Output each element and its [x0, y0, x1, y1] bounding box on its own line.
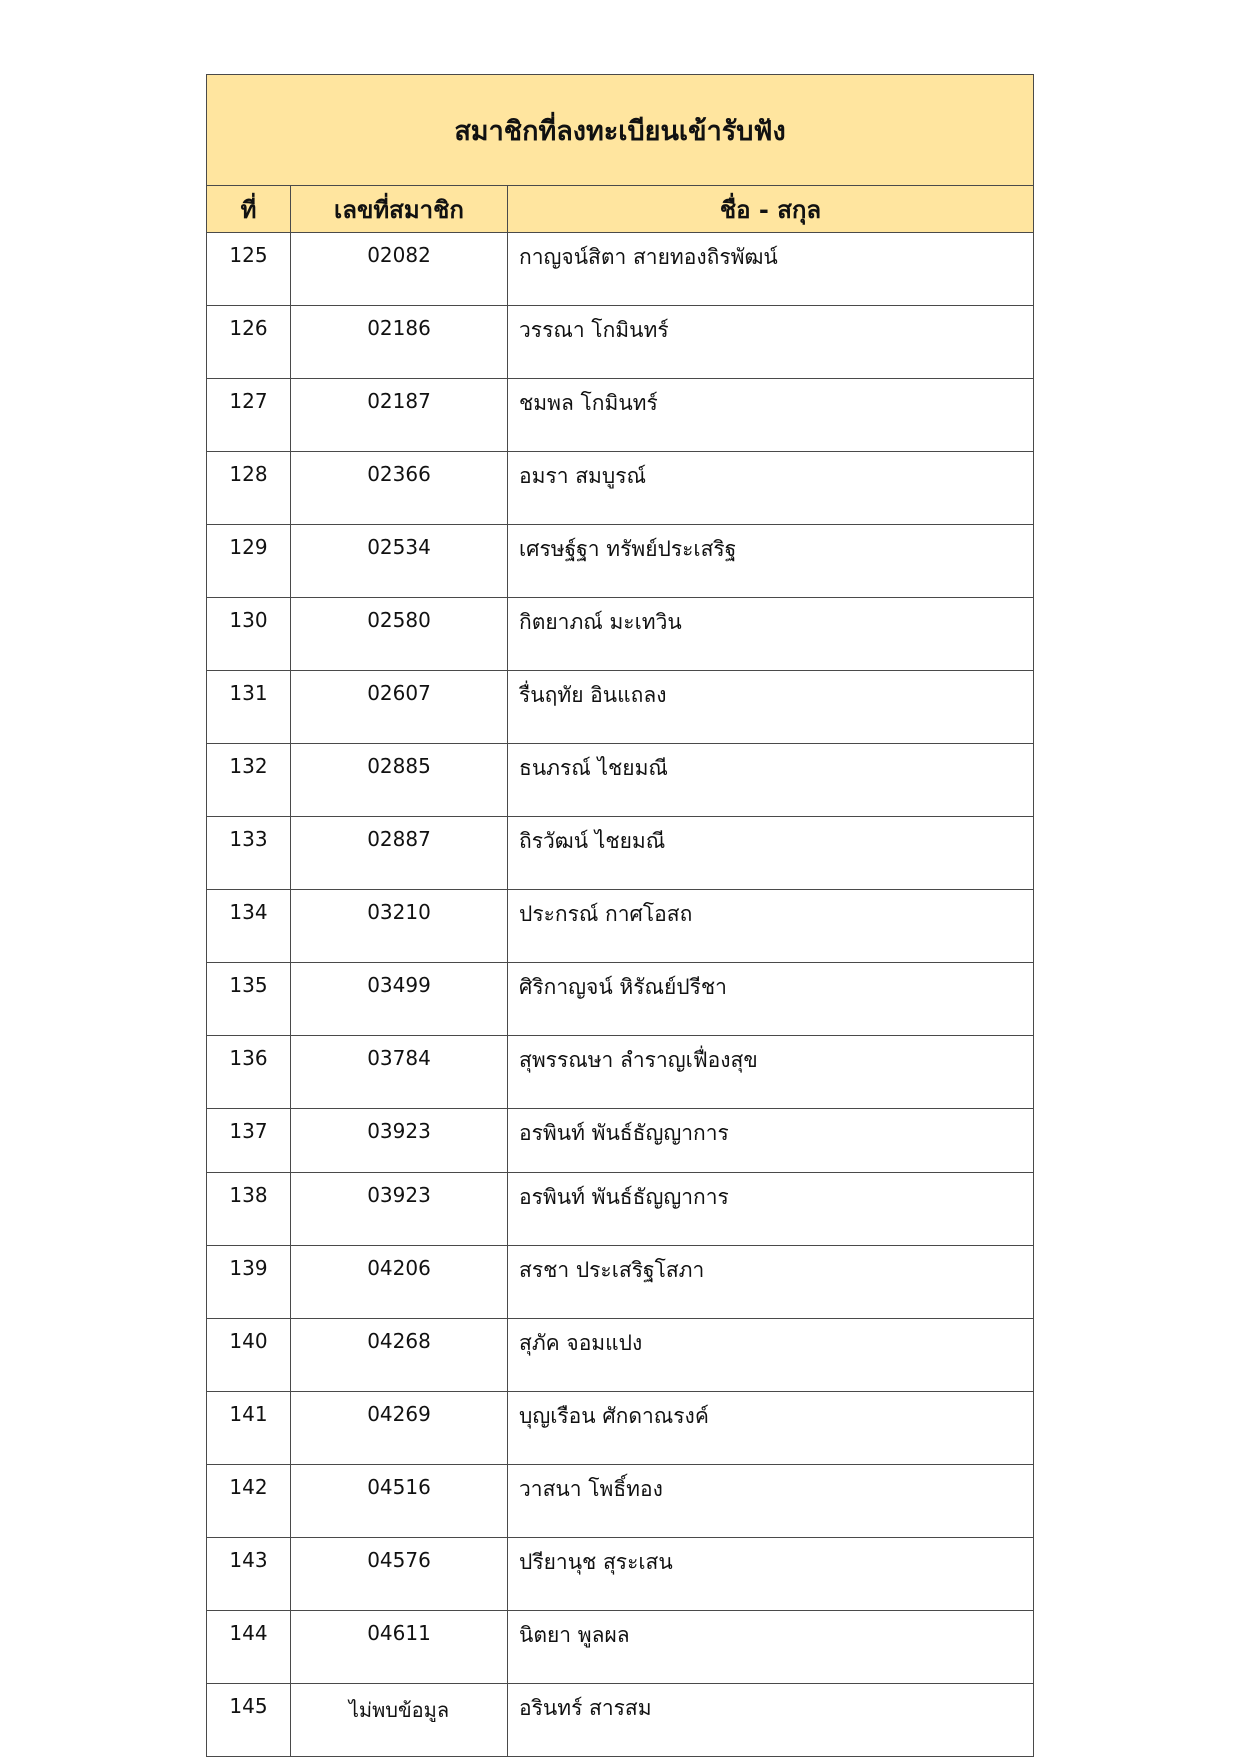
- row-number: 144: [207, 1611, 291, 1684]
- table-row: [207, 1109, 1034, 1173]
- row-number: 127: [207, 379, 291, 452]
- row-number: 142: [207, 1465, 291, 1538]
- table-row: [207, 598, 1034, 671]
- member-id-cell: 02366: [291, 452, 508, 525]
- table-row: [207, 1319, 1034, 1392]
- table-row: [207, 1611, 1034, 1684]
- table-row: [207, 1173, 1034, 1246]
- table-row: [207, 1246, 1034, 1319]
- member-name-cell: เศรษฐ์ฐา ทรัพย์ประเสริฐ: [508, 525, 1034, 598]
- member-id-cell: 02186: [291, 306, 508, 379]
- member-name-cell: รื่นฤทัย อินแถลง: [508, 671, 1034, 744]
- member-name-cell: อรพินท์ พันธ์ธัญญาการ: [508, 1109, 1034, 1173]
- row-number: 136: [207, 1036, 291, 1109]
- member-name-cell: อมรา สมบูรณ์: [508, 452, 1034, 525]
- member-id-cell: ไม่พบข้อมูล: [291, 1684, 508, 1757]
- member-name-cell: กิตยาภณ์ มะเทวิน: [508, 598, 1034, 671]
- row-number: 133: [207, 817, 291, 890]
- table-row: [207, 233, 1034, 306]
- row-number: 139: [207, 1246, 291, 1319]
- member-id-cell: 04268: [291, 1319, 508, 1392]
- row-number: 141: [207, 1392, 291, 1465]
- member-name-cell: อรพินท์ พันธ์ธัญญาการ: [508, 1173, 1034, 1246]
- column-header-no: ที่: [207, 186, 291, 233]
- member-name-cell: ประกรณ์ กาศโอสถ: [508, 890, 1034, 963]
- table-row: [207, 1465, 1034, 1538]
- member-name-cell: อรินทร์ สารสม: [508, 1684, 1034, 1757]
- member-name-cell: ชมพล โกมินทร์: [508, 379, 1034, 452]
- table-row: [207, 1538, 1034, 1611]
- column-header-member-id: เลขที่สมาชิก: [291, 186, 508, 233]
- member-name-cell: นิตยา พูลผล: [508, 1611, 1034, 1684]
- member-name-cell: ศิริกาญจน์ หิรัณย์ปรีชา: [508, 963, 1034, 1036]
- member-id-cell: 03499: [291, 963, 508, 1036]
- member-name-cell: วาสนา โพธิ์ทอง: [508, 1465, 1034, 1538]
- table-row: [207, 671, 1034, 744]
- member-table-sheet: [206, 74, 1033, 1757]
- member-id-cell: 04516: [291, 1465, 508, 1538]
- member-name-cell: ธนภรณ์ ไชยมณี: [508, 744, 1034, 817]
- member-id-cell: 03923: [291, 1109, 508, 1173]
- member-id-cell: 04611: [291, 1611, 508, 1684]
- table-row: [207, 1036, 1034, 1109]
- member-id-cell: 02534: [291, 525, 508, 598]
- member-id-cell: 02885: [291, 744, 508, 817]
- member-id-cell: 03784: [291, 1036, 508, 1109]
- row-number: 143: [207, 1538, 291, 1611]
- member-id-cell: 02887: [291, 817, 508, 890]
- member-id-cell: 03210: [291, 890, 508, 963]
- row-number: 131: [207, 671, 291, 744]
- table-row: [207, 306, 1034, 379]
- row-number: 145: [207, 1684, 291, 1757]
- row-number: 130: [207, 598, 291, 671]
- member-id-cell: 04269: [291, 1392, 508, 1465]
- member-name-cell: วรรณา โกมินทร์: [508, 306, 1034, 379]
- row-number: 128: [207, 452, 291, 525]
- table-row: [207, 1684, 1034, 1757]
- member-name-cell: ถิรวัฒน์ ไชยมณี: [508, 817, 1034, 890]
- table-row: [207, 817, 1034, 890]
- table-row: [207, 525, 1034, 598]
- member-id-cell: 02187: [291, 379, 508, 452]
- row-number: 137: [207, 1109, 291, 1173]
- member-name-cell: บุญเรือน ศักดาณรงค์: [508, 1392, 1034, 1465]
- member-name-cell: กาญจน์สิตา สายทองถิรพัฒน์: [508, 233, 1034, 306]
- table-row: [207, 963, 1034, 1036]
- column-header-name: ชื่อ - สกุล: [508, 186, 1034, 233]
- row-number: 134: [207, 890, 291, 963]
- member-name-cell: สุพรรณษา ลำราญเฟื่องสุข: [508, 1036, 1034, 1109]
- row-number: 140: [207, 1319, 291, 1392]
- member-name-cell: สุภัค จอมแปง: [508, 1319, 1034, 1392]
- header-row: [207, 186, 1034, 233]
- table-title: สมาชิกที่ลงทะเบียนเข้ารับฟัง: [207, 75, 1034, 186]
- row-number: 126: [207, 306, 291, 379]
- table-row: [207, 1392, 1034, 1465]
- row-number: 138: [207, 1173, 291, 1246]
- member-id-cell: 04576: [291, 1538, 508, 1611]
- table-row: [207, 379, 1034, 452]
- table-row: [207, 452, 1034, 525]
- row-number: 135: [207, 963, 291, 1036]
- member-table: [206, 74, 1034, 1757]
- member-id-cell: 04206: [291, 1246, 508, 1319]
- table-row: [207, 744, 1034, 817]
- row-number: 132: [207, 744, 291, 817]
- row-number: 125: [207, 233, 291, 306]
- member-id-cell: 02607: [291, 671, 508, 744]
- member-id-cell: 02580: [291, 598, 508, 671]
- table-row: [207, 890, 1034, 963]
- member-id-cell: 03923: [291, 1173, 508, 1246]
- member-name-cell: สรชา ประเสริฐโสภา: [508, 1246, 1034, 1319]
- row-number: 129: [207, 525, 291, 598]
- member-name-cell: ปรียานุช สุระเสน: [508, 1538, 1034, 1611]
- member-id-cell: 02082: [291, 233, 508, 306]
